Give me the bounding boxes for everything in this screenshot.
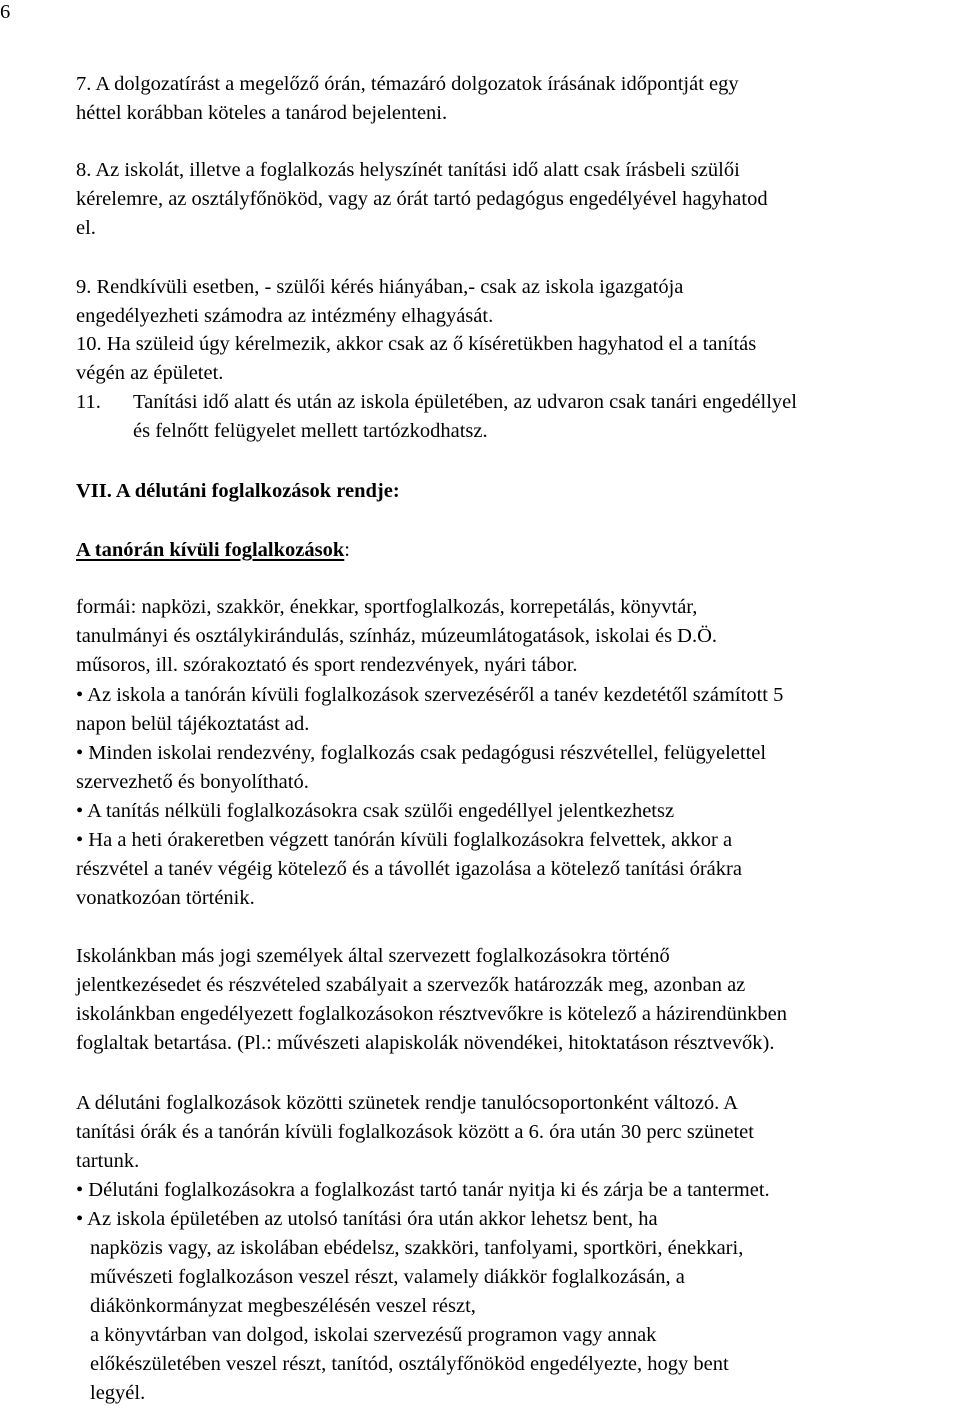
section-numeral: VII. bbox=[76, 480, 112, 502]
bullet-4-line-2: részvétel a tanév végéig kötelező és a távollét igazolása a kötelező tanítási órákra bbox=[76, 858, 742, 880]
bullet-6-line-6: előkészületében veszel részt, tanítód, osztályfőnököd engedélyezte, hogy bent bbox=[90, 1353, 729, 1375]
item-11-number: 11. bbox=[76, 391, 101, 413]
item-8-line-3: el. bbox=[76, 217, 96, 239]
other-orgs-line-4: foglaltak betartása. (Pl.: művészeti alapiskolák növendékei, hitoktatáson résztvevők). bbox=[76, 1032, 775, 1054]
subheading-suffix: : bbox=[344, 539, 350, 561]
other-orgs-line-2: jelentkezésedet és részvételed szabályait a szervezők határozzák meg, azonban az bbox=[76, 974, 746, 996]
bullet-6-line-4: diákönkormányzat megbeszélésén veszel részt, bbox=[90, 1295, 476, 1317]
subheading bbox=[76, 540, 350, 561]
bullet-1-line-2: napon belül tájékoztatást ad. bbox=[76, 713, 310, 735]
bullet-1-line-1: • Az iskola a tanórán kívüli foglalkozások szervezéséről a tanév kezdetétől számított 5 bbox=[76, 684, 784, 706]
bullet-5-line-1: • Délutáni foglalkozásokra a foglalkozást tartó tanár nyitja ki és zárja be a tantermet. bbox=[76, 1179, 770, 1201]
breaks-line-3: tartunk. bbox=[76, 1150, 140, 1172]
item-11-line-1: Tanítási idő alatt és után az iskola épületében, az udvaron csak tanári engedéllyel bbox=[133, 391, 797, 413]
item-11-line-2: és felnőtt felügyelet mellett tartózkodhatsz. bbox=[133, 420, 488, 442]
bullet-6-line-7: legyél. bbox=[90, 1382, 146, 1404]
item-9-line-1: 9. Rendkívüli esetben, - szülői kérés hiányában,- csak az iskola igazgatója bbox=[76, 276, 684, 298]
forms-line-1: formái: napközi, szakkör, énekkar, sportfoglalkozás, korrepetálás, könyvtár, bbox=[76, 596, 698, 618]
section-title: A délutáni foglalkozások rendje: bbox=[115, 480, 400, 502]
bullet-6-line-3: művészeti foglalkozáson veszel részt, valamely diákkör foglalkozásán, a bbox=[90, 1266, 685, 1288]
bullet-3-line-1: • A tanítás nélküli foglalkozásokra csak szülői engedéllyel jelentkezhetsz bbox=[76, 800, 675, 822]
page-number: 6 bbox=[0, 1, 11, 23]
item-9-line-2: engedélyezheti számodra az intézmény elhagyását. bbox=[76, 305, 494, 327]
item-8-line-1: 8. Az iskolát, illetve a foglalkozás helyszínét tanítási idő alatt csak írásbeli szülői bbox=[76, 159, 740, 181]
item-8-line-2: kérelemre, az osztályfőnököd, vagy az órát tartó pedagógus engedélyével hagyhatod bbox=[76, 188, 768, 210]
other-orgs-line-3: iskolánkban engedélyezett foglalkozásokon résztvevőkre is kötelező a házirendünkben bbox=[76, 1003, 787, 1025]
subheading-underlined: A tanórán kívüli foglalkozások bbox=[76, 539, 345, 561]
bullet-6-line-5: a könyvtárban van dolgod, iskolai szervezésű programon vagy annak bbox=[90, 1324, 657, 1346]
forms-line-3: műsoros, ill. szórakoztató és sport rendezvények, nyári tábor. bbox=[76, 654, 578, 676]
bullet-6-line-2: napközis vagy, az iskolában ebédelsz, szakköri, tanfolyami, sportköri, énekkari, bbox=[90, 1237, 744, 1259]
other-orgs-line-1: Iskolánkban más jogi személyek által szervezett foglalkozásokra történő bbox=[76, 945, 670, 967]
bullet-2-line-1: • Minden iskolai rendezvény, foglalkozás csak pedagógusi részvétellel, felügyelettel bbox=[76, 742, 767, 764]
item-10-line-1: 10. Ha szüleid úgy kérelmezik, akkor csak az ő kíséretükben hagyhatod el a tanítás bbox=[76, 333, 757, 355]
breaks-line-2: tanítási órák és a tanórán kívüli foglalkozások között a 6. óra után 30 perc szünetet bbox=[76, 1121, 754, 1143]
item-10-line-2: végén az épületet. bbox=[76, 362, 224, 384]
forms-line-2: tanulmányi és osztálykirándulás, színház, múzeumlátogatások, iskolai és D.Ö. bbox=[76, 625, 718, 647]
bullet-2-line-2: szervezhető és bonyolítható. bbox=[76, 771, 309, 793]
bullet-6-line-1: • Az iskola épületében az utolsó tanítási óra után akkor lehetsz bent, ha bbox=[76, 1208, 658, 1230]
breaks-line-1: A délutáni foglalkozások közötti szünetek rendje tanulócsoportonként változó. A bbox=[76, 1092, 739, 1114]
item-7-line-1: 7. A dolgozatírást a megelőző órán, témazáró dolgozatok írásának időpontját egy bbox=[76, 73, 739, 95]
bullet-4-line-1: • Ha a heti órakeretben végzett tanórán kívüli foglalkozásokra felvettek, akkor a bbox=[76, 829, 733, 851]
item-7-line-2: héttel korábban köteles a tanárod bejelenteni. bbox=[76, 102, 448, 124]
section-heading bbox=[76, 481, 400, 502]
bullet-4-line-3: vonatkozóan történik. bbox=[76, 887, 255, 909]
